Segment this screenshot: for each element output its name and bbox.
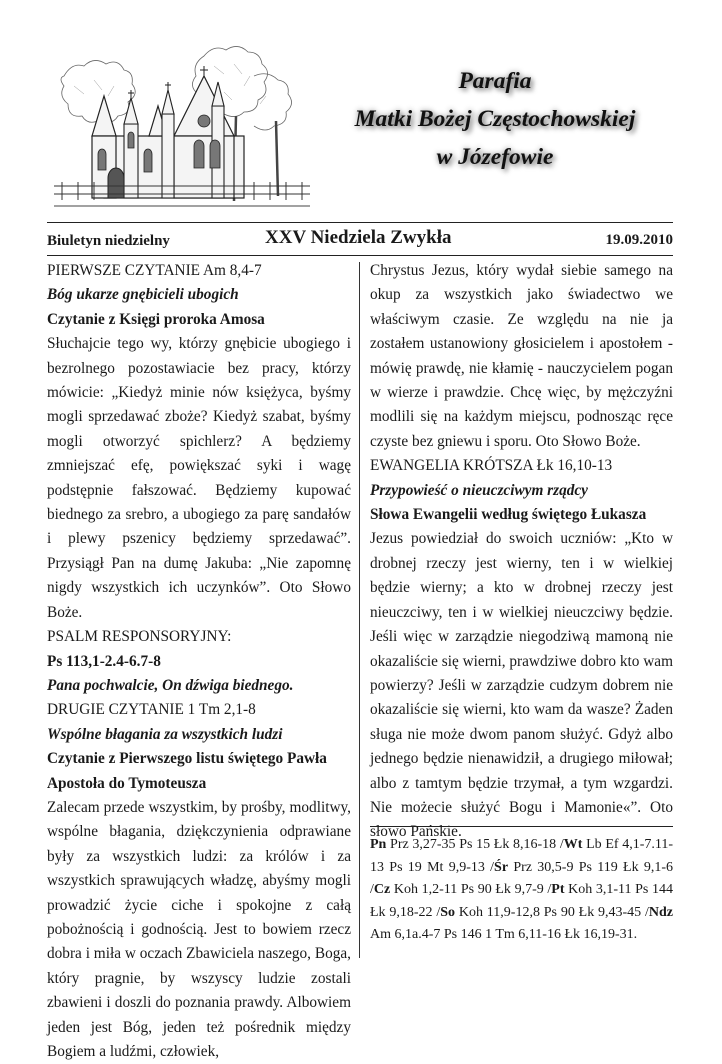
bulletin-label: Biuletyn niedzielny	[47, 233, 170, 249]
gospel-text: Jezus powiedział do swoich uczniów: „Kto w drobnej rzeczy jest wierny, ten i w wielkiej będzie wierny; a kto w drobnej rzeczy jest nieuczciwy, ten i w wielkiej nieuczciwy będzie. Jeśli więc w zarządzie niegodziwą mamoną nie okazaliście się wierni, prawdziwe dobro kto wam powierzy? Jeśli w zarządzie cudzym dobrem nie okazaliście się wierni, kto wam da wasze? Żaden sługa nie może dwom panom służyć. Gdyż albo jednego będzie nienawidził, a drugiego miłował; albo z tamtym będzie trzymał, a tym wzgardzi. Nie możecie służyć Bogu i Mamonie«”. Oto słowo Pańskie.	[370, 530, 673, 841]
weekday-day: Ndz	[648, 904, 674, 920]
bulletin-header	[0, 0, 722, 225]
parish-title-line2: Matki Bożej Częstochowskiej	[354, 106, 636, 132]
church-illustration	[54, 36, 310, 212]
weekday-readings	[370, 834, 673, 947]
header-rule-top	[47, 222, 673, 223]
reading2-motto: Wspólne błagania za wszystkich ludzi	[47, 725, 283, 743]
weekday-refs: Koh 3,1-11 Ps 144 Łk 9,18-22 /	[370, 882, 674, 920]
column-divider	[359, 262, 360, 958]
psalm-refrain: Pana pochwalcie, On dźwiga biednego.	[47, 676, 294, 694]
reading1-title: PIERWSZE CZYTANIE Am 8,4-7	[47, 262, 262, 279]
weekday-refs: Prz 3,27-35 Ps 15 Łk 8,16-18 /	[390, 837, 564, 852]
gospel-title: EWANGELIA KRÓTSZA Łk 16,10-13	[370, 457, 613, 475]
parish-title-line3: w Józefowie	[436, 144, 554, 170]
weekday-refs: Prz 30,5-9 Ps 119 Łk 9,1-6 /	[370, 859, 674, 898]
left-column	[47, 259, 351, 1064]
weekday-refs: Koh 1,2-11 Ps 90 Łk 9,7-9 /	[393, 882, 552, 898]
parish-title-line1: Parafia	[458, 68, 532, 94]
gospel-motto: Przypowieść o nieuczciwym rządcy	[370, 481, 588, 499]
weekday-refs: Am 6,1a.4-7 Ps 146 1 Tm 6,11-16 Łk 16,19-31.	[370, 927, 638, 943]
reading2-title: DRUGIE CZYTANIE 1 Tm 2,1-8	[47, 701, 256, 719]
sunday-name: XXV Niedziela Zwykła	[265, 227, 452, 248]
gospel-source: Słowa Ewangelii według świętego Łukasza	[370, 506, 647, 524]
reading2-source: Czytanie z Pierwszego listu świętego Pawła Apostoła do Tymoteusza	[47, 750, 327, 792]
bulletin-info-bar	[47, 227, 673, 253]
psalm-reference: Ps 113,1-2.4-6.7-8	[47, 652, 161, 670]
reading1-text: Słuchajcie tego wy, którzy gnębicie ubogiego i bezrolnego pozostawiacie bez pracy, którzy mówicie: „Kiedyż minie nów księżyca, byśmy mogli sprzedawać zboże? Kiedyż szabat, byśmy mogli otworzyć spichlerz? A będziemy zmniejszać efę, powiększać syki i wagę podstępnie fałszować. Będziemy kupować biednego za srebro, a ubogiego za parę sandałów i plewy pszenicy będziemy sprzedawać”. Przysiągł Pan na dumę Jakuba: „Nie zapomnę nigdy wszystkich ich uczynków”. Oto Słowo Boże.	[47, 335, 351, 621]
weekday-day: Śr	[494, 859, 509, 875]
weekday-day: So	[440, 904, 456, 920]
reading1-source: Czytanie z Księgi proroka Amosa	[47, 310, 265, 328]
parish-title	[300, 62, 690, 176]
header-rule-bottom	[47, 255, 673, 256]
psalm-title: PSALM RESPONSORYJNY:	[47, 628, 232, 646]
weekday-readings-text	[370, 834, 673, 947]
right-column	[370, 259, 673, 845]
bulletin-date: 19.09.2010	[605, 232, 673, 248]
weekday-day: Wt	[563, 837, 583, 852]
weekday-readings-rule	[370, 826, 673, 827]
weekday-refs: Koh 11,9-12,8 Ps 90 Łk 9,43-45 /	[458, 904, 649, 920]
weekday-day: Cz	[373, 882, 391, 898]
reading1-motto: Bóg ukarze gnębicieli ubogich	[47, 286, 239, 304]
reading2-text: Zalecam przede wszystkim, by prośby, modlitwy, wspólne błagania, dziękczynienia odprawiane były za wszystkich ludzi: za królów i za wszystkich sprawujących władzę, abyśmy mogli prowadzić życie ciche i spokojne z całą pobożnością i godnością. Jest to bowiem rzecz dobra i miła w oczach Zbawiciela naszego, Boga, który pragnie, by wszyscy ludzie zostali zbawieni i doszli do poznania prawdy. Albowiem jeden jest Bóg, jeden też pośrednik między Bogiem a ludźmi, człowiek,	[47, 798, 351, 1060]
weekday-refs: Lb Ef 4,1-7.11-13 Ps 19 Mt 9,9-13 /	[370, 837, 674, 875]
reading2-continued: Chrystus Jezus, który wydał siebie samego na okup za wszystkich jako świadectwo we właściwym czasie. Ze względu na nie ja zostałem ustanowiony głosicielem i apostołem - mówię prawdę, nie kłamię - nauczycielem pogan w wierze i prawdzie. Chcę więc, by mężczyźni modlili się na każdym miejscu, podnosząc ręce czyste bez gniewu i sporu. Oto Słowo Boże.	[370, 262, 673, 450]
weekday-day: Pn	[370, 837, 387, 852]
weekday-day: Pt	[551, 882, 565, 898]
